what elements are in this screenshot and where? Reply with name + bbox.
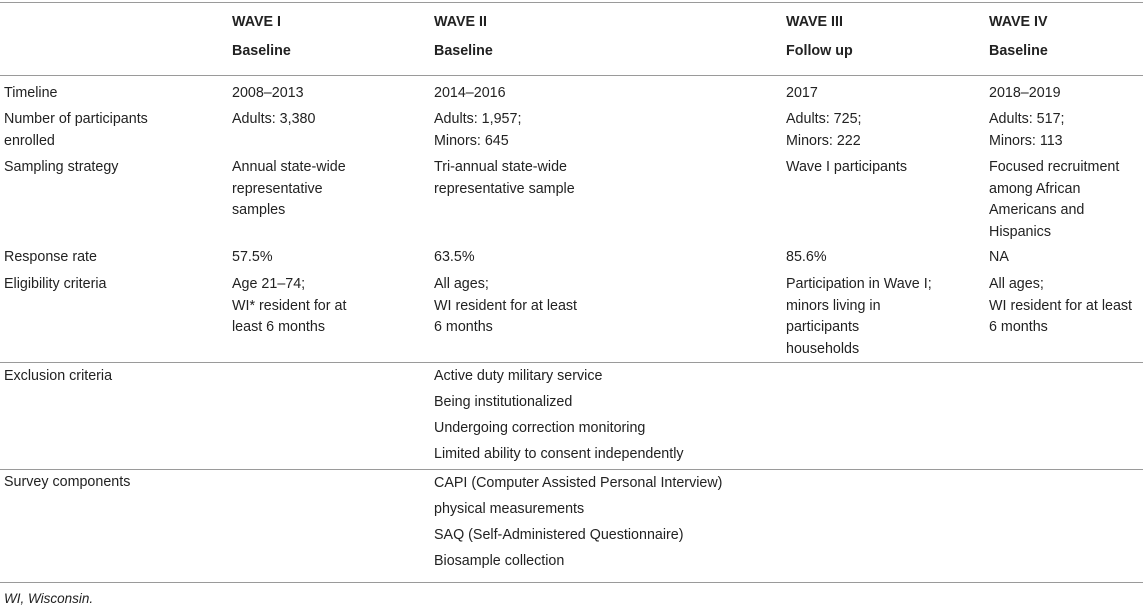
eligibility-wave-1-line-3: least 6 months <box>232 319 325 335</box>
sampling-wave-2 <box>434 157 575 200</box>
header-wave-2 <box>434 8 493 66</box>
participants-wave-2-line-1: Adults: 1,957; <box>434 111 522 127</box>
header-wave-1 <box>232 8 291 66</box>
sampling-wave-4 <box>989 157 1119 243</box>
header-wave-1-type: Baseline <box>232 43 291 59</box>
header-wave-1-title: WAVE I <box>232 14 281 30</box>
survey-component-item: Biosample collection <box>434 553 565 569</box>
header-wave-3-type: Follow up <box>786 43 853 59</box>
eligibility-wave-4-line-2: WI resident for at least <box>989 297 1133 314</box>
header-wave-3 <box>786 8 853 66</box>
row-label-survey: Survey components <box>4 474 131 490</box>
participants-wave-4 <box>989 109 1065 152</box>
row-label-timeline: Timeline <box>4 85 58 101</box>
header-wave-2-title: WAVE II <box>434 14 487 30</box>
eligibility-wave-2 <box>434 274 577 339</box>
eligibility-wave-3-line-3: participants <box>786 319 860 335</box>
timeline-wave-4: 2018–2019 <box>989 85 1061 101</box>
response-wave-4: NA <box>989 249 1009 265</box>
header-wave-4 <box>989 8 1048 66</box>
participants-wave-4-line-1: Adults: 517; <box>989 111 1065 127</box>
sampling-wave-3-line-1: Wave I participants <box>786 159 908 175</box>
table-footnote: WI, Wisconsin. <box>4 591 94 606</box>
eligibility-wave-1 <box>232 274 346 339</box>
eligibility-wave-1-line-2: WI* resident for at <box>232 297 347 314</box>
eligibility-wave-3-line-2: minors living in <box>786 297 881 314</box>
sampling-wave-2-line-1: Tri-annual state-wide <box>434 159 567 175</box>
eligibility-wave-3 <box>786 274 932 360</box>
header-wave-4-type: Baseline <box>989 43 1048 59</box>
row-label-sampling: Sampling strategy <box>4 159 119 175</box>
participants-wave-1 <box>232 109 315 131</box>
row-label-eligibility: Eligibility criteria <box>4 276 107 292</box>
participants-label-line-2: enrolled <box>4 132 55 149</box>
sampling-wave-4-line-3: Americans and <box>989 202 1085 218</box>
timeline-wave-2: 2014–2016 <box>434 85 506 101</box>
exclusion-item: Undergoing correction monitoring <box>434 420 646 436</box>
sampling-wave-1-line-2: representative <box>232 180 323 197</box>
participants-wave-4-line-2: Minors: 113 <box>989 132 1063 149</box>
participants-wave-2 <box>434 109 521 152</box>
eligibility-wave-3-line-1: Participation in Wave I; <box>786 276 932 292</box>
survey-components-list <box>434 470 722 574</box>
header-bottom-rule <box>0 75 1143 76</box>
eligibility-wave-3-line-4: households <box>786 340 860 357</box>
exclusion-item: Limited ability to consent independently <box>434 446 684 462</box>
eligibility-wave-2-line-2: WI resident for at least <box>434 297 578 314</box>
row-label-participants <box>4 109 148 152</box>
eligibility-wave-2-line-1: All ages; <box>434 276 489 292</box>
sampling-wave-4-line-2: among African <box>989 180 1081 197</box>
sampling-wave-4-line-4: Hispanics <box>989 223 1051 240</box>
participants-wave-3 <box>786 109 862 152</box>
response-wave-1: 57.5% <box>232 249 273 265</box>
sampling-wave-1-line-1: Annual state-wide <box>232 159 346 175</box>
sampling-wave-4-line-1: Focused recruitment <box>989 159 1120 175</box>
eligibility-wave-4-line-1: All ages; <box>989 276 1044 292</box>
survey-component-item: SAQ (Self-Administered Questionnaire) <box>434 527 684 543</box>
table-bottom-rule <box>0 582 1143 583</box>
participants-label-line-1: Number of participants <box>4 111 148 127</box>
exclusion-item: Active duty military service <box>434 368 603 384</box>
row-label-response: Response rate <box>4 249 97 265</box>
response-wave-3: 85.6% <box>786 249 827 265</box>
table-top-rule <box>0 2 1143 3</box>
exclusion-item: Being institutionalized <box>434 394 573 410</box>
sampling-wave-1-line-3: samples <box>232 202 286 218</box>
header-wave-2-type: Baseline <box>434 43 493 59</box>
participants-wave-1-line-1: Adults: 3,380 <box>232 111 316 127</box>
header-wave-3-title: WAVE III <box>786 14 843 30</box>
exclusion-list <box>434 363 684 467</box>
participants-wave-3-line-1: Adults: 725; <box>786 111 862 127</box>
row-label-exclusion: Exclusion criteria <box>4 368 113 384</box>
sampling-wave-3 <box>786 157 907 179</box>
survey-component-item: physical measurements <box>434 501 585 517</box>
participants-wave-3-line-2: Minors: 222 <box>786 132 861 149</box>
sampling-wave-2-line-2: representative sample <box>434 180 575 197</box>
eligibility-wave-2-line-3: 6 months <box>434 319 493 335</box>
eligibility-wave-4-line-3: 6 months <box>989 319 1048 335</box>
sampling-wave-1 <box>232 157 346 222</box>
response-wave-2: 63.5% <box>434 249 475 265</box>
eligibility-wave-4 <box>989 274 1132 339</box>
timeline-wave-3: 2017 <box>786 85 818 101</box>
participants-wave-2-line-2: Minors: 645 <box>434 132 509 149</box>
header-wave-4-title: WAVE IV <box>989 14 1048 30</box>
eligibility-wave-1-line-1: Age 21–74; <box>232 276 306 292</box>
survey-component-item: CAPI (Computer Assisted Personal Interview) <box>434 475 723 491</box>
timeline-wave-1: 2008–2013 <box>232 85 304 101</box>
